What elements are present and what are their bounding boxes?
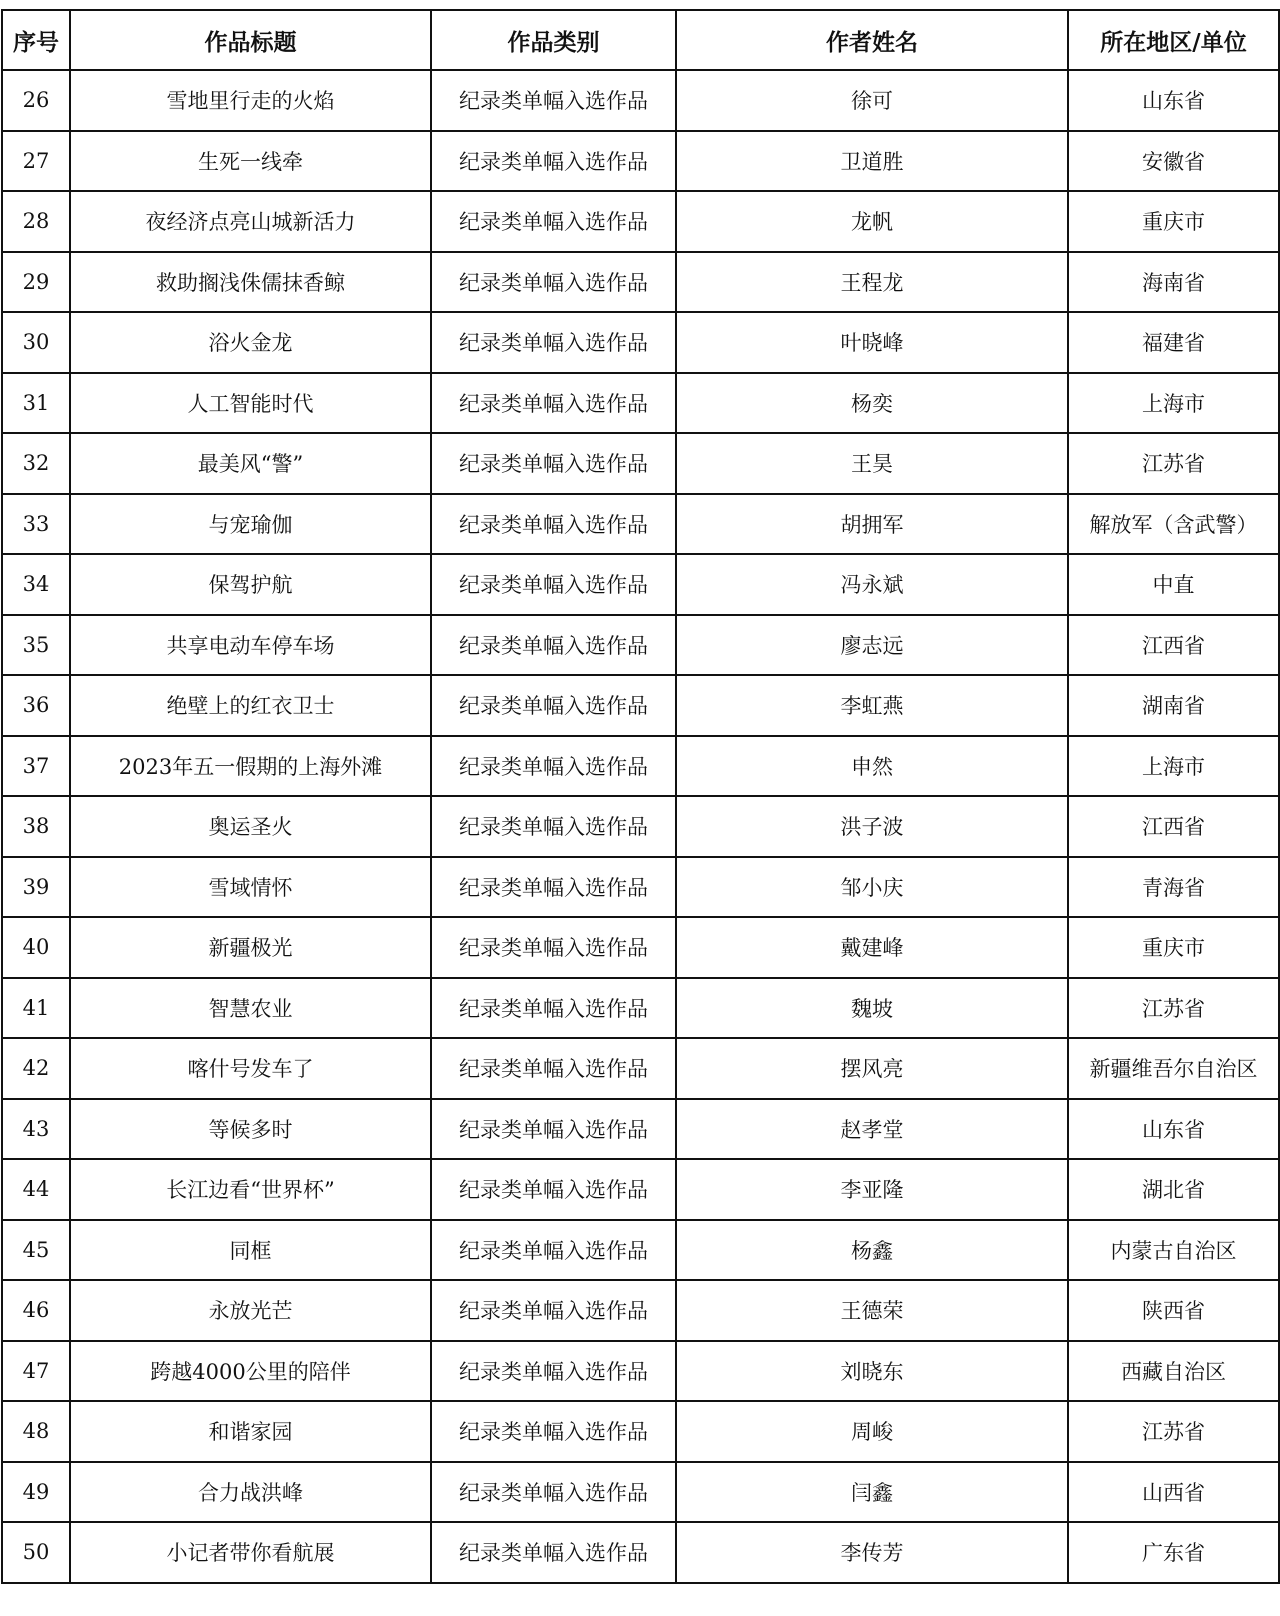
cell-author: 李亚隆: [676, 1159, 1068, 1220]
cell-title: 和谐家园: [70, 1401, 431, 1462]
cell-category: 纪录类单幅入选作品: [431, 615, 676, 676]
cell-title: 小记者带你看航展: [70, 1522, 431, 1583]
cell-category: 纪录类单幅入选作品: [431, 1462, 676, 1523]
cell-region: 江苏省: [1068, 433, 1279, 494]
cell-category: 纪录类单幅入选作品: [431, 1099, 676, 1160]
cell-region: 广东省: [1068, 1522, 1279, 1583]
table-row: [2, 615, 1279, 676]
cell-region: 青海省: [1068, 857, 1279, 918]
cell-category: 纪录类单幅入选作品: [431, 433, 676, 494]
cell-index: 40: [2, 917, 70, 978]
cell-author: 周峻: [676, 1401, 1068, 1462]
table-row: [2, 70, 1279, 131]
cell-category: 纪录类单幅入选作品: [431, 1341, 676, 1402]
cell-region: 湖南省: [1068, 675, 1279, 736]
cell-category: 纪录类单幅入选作品: [431, 191, 676, 252]
cell-title: 合力战洪峰: [70, 1462, 431, 1523]
cell-region: 福建省: [1068, 312, 1279, 373]
cell-category: 纪录类单幅入选作品: [431, 1522, 676, 1583]
cell-category: 纪录类单幅入选作品: [431, 252, 676, 313]
cell-region: 重庆市: [1068, 191, 1279, 252]
cell-index: 45: [2, 1220, 70, 1281]
cell-index: 31: [2, 373, 70, 434]
award-list-sheet: [1, 9, 1279, 1584]
cell-region: 江苏省: [1068, 978, 1279, 1039]
cell-title: 夜经济点亮山城新活力: [70, 191, 431, 252]
header-region: 所在地区/单位: [1068, 10, 1279, 70]
cell-category: 纪录类单幅入选作品: [431, 131, 676, 192]
cell-index: 36: [2, 675, 70, 736]
cell-index: 26: [2, 70, 70, 131]
cell-category: 纪录类单幅入选作品: [431, 917, 676, 978]
cell-author: 冯永斌: [676, 554, 1068, 615]
table-row: [2, 796, 1279, 857]
cell-category: 纪录类单幅入选作品: [431, 312, 676, 373]
header-category: 作品类别: [431, 10, 676, 70]
cell-title: 长江边看“世界杯”: [70, 1159, 431, 1220]
cell-region: 中直: [1068, 554, 1279, 615]
cell-author: 王昊: [676, 433, 1068, 494]
cell-region: 江苏省: [1068, 1401, 1279, 1462]
cell-index: 30: [2, 312, 70, 373]
cell-index: 28: [2, 191, 70, 252]
cell-index: 49: [2, 1462, 70, 1523]
cell-category: 纪录类单幅入选作品: [431, 736, 676, 797]
cell-index: 41: [2, 978, 70, 1039]
table-row: [2, 131, 1279, 192]
cell-region: 湖北省: [1068, 1159, 1279, 1220]
cell-title: 等候多时: [70, 1099, 431, 1160]
cell-category: 纪录类单幅入选作品: [431, 796, 676, 857]
cell-title: 救助搁浅侏儒抹香鲸: [70, 252, 431, 313]
cell-author: 刘晓东: [676, 1341, 1068, 1402]
cell-title: 新疆极光: [70, 917, 431, 978]
cell-title: 与宠瑜伽: [70, 494, 431, 555]
cell-author: 杨奕: [676, 373, 1068, 434]
cell-category: 纪录类单幅入选作品: [431, 70, 676, 131]
cell-region: 山东省: [1068, 1099, 1279, 1160]
cell-index: 47: [2, 1341, 70, 1402]
table-row: [2, 736, 1279, 797]
cell-region: 陕西省: [1068, 1280, 1279, 1341]
cell-title: 雪地里行走的火焰: [70, 70, 431, 131]
cell-region: 解放军（含武警）: [1068, 494, 1279, 555]
cell-region: 江西省: [1068, 796, 1279, 857]
table-row: [2, 1099, 1279, 1160]
cell-author: 赵孝堂: [676, 1099, 1068, 1160]
cell-author: 胡拥军: [676, 494, 1068, 555]
cell-category: 纪录类单幅入选作品: [431, 494, 676, 555]
cell-category: 纪录类单幅入选作品: [431, 1280, 676, 1341]
cell-region: 上海市: [1068, 736, 1279, 797]
cell-author: 王德荣: [676, 1280, 1068, 1341]
header-author: 作者姓名: [676, 10, 1068, 70]
cell-category: 纪录类单幅入选作品: [431, 1038, 676, 1099]
cell-title: 绝壁上的红衣卫士: [70, 675, 431, 736]
header-row: [2, 10, 1279, 70]
cell-index: 44: [2, 1159, 70, 1220]
cell-region: 重庆市: [1068, 917, 1279, 978]
table-row: [2, 1038, 1279, 1099]
cell-category: 纪录类单幅入选作品: [431, 1220, 676, 1281]
cell-author: 戴建峰: [676, 917, 1068, 978]
cell-region: 上海市: [1068, 373, 1279, 434]
cell-region: 山西省: [1068, 1462, 1279, 1523]
cell-index: 38: [2, 796, 70, 857]
table-row: [2, 1280, 1279, 1341]
cell-region: 西藏自治区: [1068, 1341, 1279, 1402]
cell-index: 33: [2, 494, 70, 555]
cell-title: 共享电动车停车场: [70, 615, 431, 676]
cell-title: 人工智能时代: [70, 373, 431, 434]
cell-index: 37: [2, 736, 70, 797]
cell-index: 48: [2, 1401, 70, 1462]
cell-author: 叶晓峰: [676, 312, 1068, 373]
cell-title: 保驾护航: [70, 554, 431, 615]
cell-author: 申然: [676, 736, 1068, 797]
cell-author: 杨鑫: [676, 1220, 1068, 1281]
cell-region: 山东省: [1068, 70, 1279, 131]
cell-title: 2023年五一假期的上海外滩: [70, 736, 431, 797]
cell-title: 浴火金龙: [70, 312, 431, 373]
award-list-table: [1, 9, 1280, 1584]
cell-category: 纪录类单幅入选作品: [431, 373, 676, 434]
cell-index: 43: [2, 1099, 70, 1160]
table-row: [2, 191, 1279, 252]
table-row: [2, 857, 1279, 918]
cell-author: 李虹燕: [676, 675, 1068, 736]
cell-author: 李传芳: [676, 1522, 1068, 1583]
cell-index: 46: [2, 1280, 70, 1341]
cell-region: 江西省: [1068, 615, 1279, 676]
cell-title: 最美风“警”: [70, 433, 431, 494]
cell-index: 27: [2, 131, 70, 192]
table-row: [2, 252, 1279, 313]
cell-category: 纪录类单幅入选作品: [431, 554, 676, 615]
cell-region: 内蒙古自治区: [1068, 1220, 1279, 1281]
cell-title: 跨越4000公里的陪伴: [70, 1341, 431, 1402]
cell-author: 闫鑫: [676, 1462, 1068, 1523]
cell-author: 徐可: [676, 70, 1068, 131]
cell-author: 廖志远: [676, 615, 1068, 676]
cell-title: 智慧农业: [70, 978, 431, 1039]
table-body: [2, 70, 1279, 1583]
cell-author: 摆风亮: [676, 1038, 1068, 1099]
cell-index: 42: [2, 1038, 70, 1099]
cell-author: 王程龙: [676, 252, 1068, 313]
table-row: [2, 494, 1279, 555]
cell-index: 39: [2, 857, 70, 918]
table-row: [2, 1220, 1279, 1281]
table-row: [2, 312, 1279, 373]
cell-category: 纪录类单幅入选作品: [431, 978, 676, 1039]
cell-author: 龙帆: [676, 191, 1068, 252]
table-row: [2, 1401, 1279, 1462]
table-row: [2, 1522, 1279, 1583]
cell-index: 35: [2, 615, 70, 676]
cell-category: 纪录类单幅入选作品: [431, 857, 676, 918]
cell-title: 生死一线牵: [70, 131, 431, 192]
table-row: [2, 1341, 1279, 1402]
table-header: [2, 10, 1279, 70]
cell-title: 永放光芒: [70, 1280, 431, 1341]
cell-region: 安徽省: [1068, 131, 1279, 192]
cell-title: 喀什号发车了: [70, 1038, 431, 1099]
table-row: [2, 917, 1279, 978]
table-row: [2, 433, 1279, 494]
table-row: [2, 1159, 1279, 1220]
table-row: [2, 373, 1279, 434]
header-index: 序号: [2, 10, 70, 70]
cell-index: 29: [2, 252, 70, 313]
cell-author: 魏坡: [676, 978, 1068, 1039]
cell-region: 海南省: [1068, 252, 1279, 313]
cell-title: 同框: [70, 1220, 431, 1281]
cell-title: 雪域情怀: [70, 857, 431, 918]
cell-category: 纪录类单幅入选作品: [431, 1159, 676, 1220]
cell-category: 纪录类单幅入选作品: [431, 1401, 676, 1462]
cell-index: 34: [2, 554, 70, 615]
cell-index: 32: [2, 433, 70, 494]
cell-title: 奥运圣火: [70, 796, 431, 857]
table-row: [2, 1462, 1279, 1523]
table-row: [2, 675, 1279, 736]
table-row: [2, 978, 1279, 1039]
header-title: 作品标题: [70, 10, 431, 70]
cell-author: 洪子波: [676, 796, 1068, 857]
cell-author: 卫道胜: [676, 131, 1068, 192]
cell-category: 纪录类单幅入选作品: [431, 675, 676, 736]
cell-author: 邹小庆: [676, 857, 1068, 918]
table-row: [2, 554, 1279, 615]
cell-region: 新疆维吾尔自治区: [1068, 1038, 1279, 1099]
cell-index: 50: [2, 1522, 70, 1583]
